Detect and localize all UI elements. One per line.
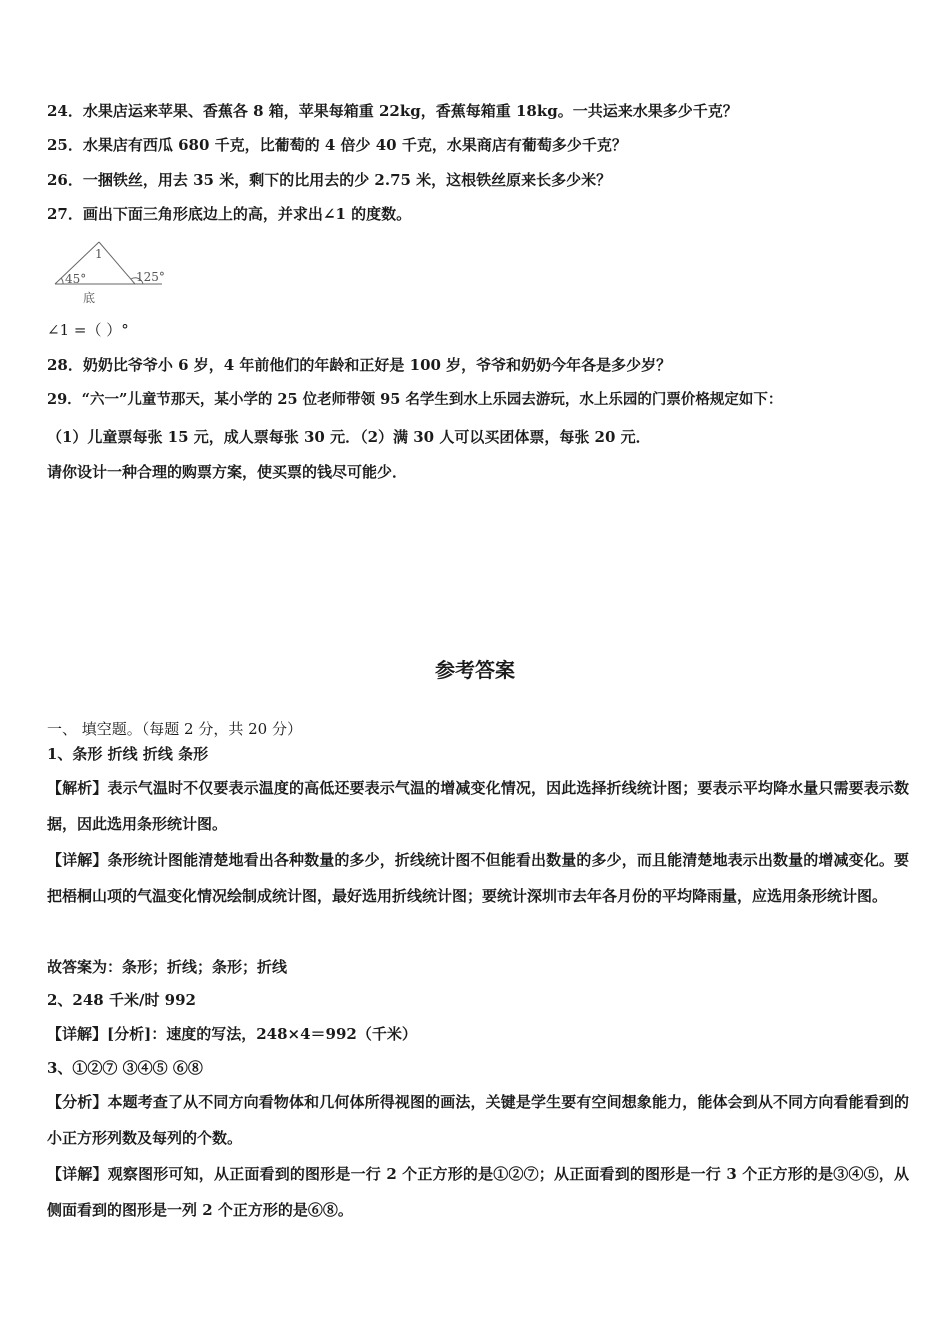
question-26: 26．一捆铁丝，用去 35 米，剩下的比用去的少 2.75 米，这根铁丝原来长多少米？ [47, 171, 612, 189]
answer-1-detail: 【详解】条形统计图能清楚地看出各种数量的多少，折线统计图不但能看出数量的多少，而且能清楚地表示出数量的增减变化。要把梧桐山项的气温变化情况绘制成统计图，最好选用折线统计图；要统计深圳市去年各月份的平均降雨量，应选用条形统计图。 [47, 851, 909, 905]
question-29-rules: （1）儿童票每张 15 元，成人票每张 30 元．（2）满 30 人可以买团体票，每张 20 元． [47, 428, 651, 446]
answer-3-detail: 【详解】观察图形可知，从正面看到的图形是一行 2 个正方形的是①②⑦；从正面看到的图形是一行 3 个正方形的是③④⑤，从侧面看到的图形是一列 2 个正方形的是⑥⑧。 [47, 1165, 909, 1219]
triangle-figure [47, 236, 177, 306]
question-29-task: 请你设计一种合理的购票方案，使买票的钱尽可能少． [47, 463, 408, 481]
angle-label-125: 125° [136, 270, 165, 284]
answer-3: 3、①②⑦ ③④⑤ ⑥⑧ [47, 1059, 203, 1077]
question-25: 25．水果店有西瓜 680 千克，比葡萄的 4 倍少 40 千克，水果商店有葡萄多少千克？ [47, 136, 627, 154]
section-1-heading: 一、 填空题。（每题 2 分，共 20 分） [47, 720, 302, 738]
triangle-right-side [99, 242, 135, 284]
angle-arc-45 [61, 278, 63, 284]
question-27: 27．画出下面三角形底边上的高，并求出∠1 的度数。 [47, 205, 412, 223]
answers-title: 参考答案 [435, 658, 515, 682]
answer-1-final: 故答案为：条形；折线；条形；折线 [47, 958, 288, 976]
answer-2-detail: 【详解】[分析]：速度的写法，248×4＝992（千米） [47, 1025, 417, 1043]
angle-label-45: 45° [65, 272, 87, 286]
question-24: 24．水果店运来苹果、香蕉各 8 箱，苹果每箱重 22kg，香蕉每箱重 18kg。一共运来水果多少千克？ [47, 102, 738, 120]
answer-1-analysis: 【解析】表示气温时不仅要表示温度的高低还要表示气温的增减变化情况，因此选择折线统计图；要表示平均降水量只需要表示数据，因此选用条形统计图。 [47, 779, 909, 833]
question-29: 29．“六一”儿童节那天，某小学的 25 位老师带领 95 名学生到水上乐园去游玩，水上乐园的门票价格规定如下： [47, 391, 783, 408]
answer-3-analysis: 【分析】本题考查了从不同方向看物体和几何体所得视图的画法，关键是学生要有空间想象能力，能体会到从不同方向看能看到的小正方形列数及每列的个数。 [47, 1093, 909, 1147]
answer-1: 1、条形 折线 折线 条形 [47, 745, 209, 763]
answer-2: 2、248 千米/时 992 [47, 991, 196, 1009]
base-label: 底 [83, 291, 96, 305]
angle-label-1: 1 [95, 247, 103, 261]
question-27-answer-blank: ∠1 =（ ）° [47, 321, 129, 339]
question-28: 28．奶奶比爷爷小 6 岁，4 年前他们的年龄和正好是 100 岁，爷爷和奶奶今年各是多少岁？ [47, 356, 672, 374]
